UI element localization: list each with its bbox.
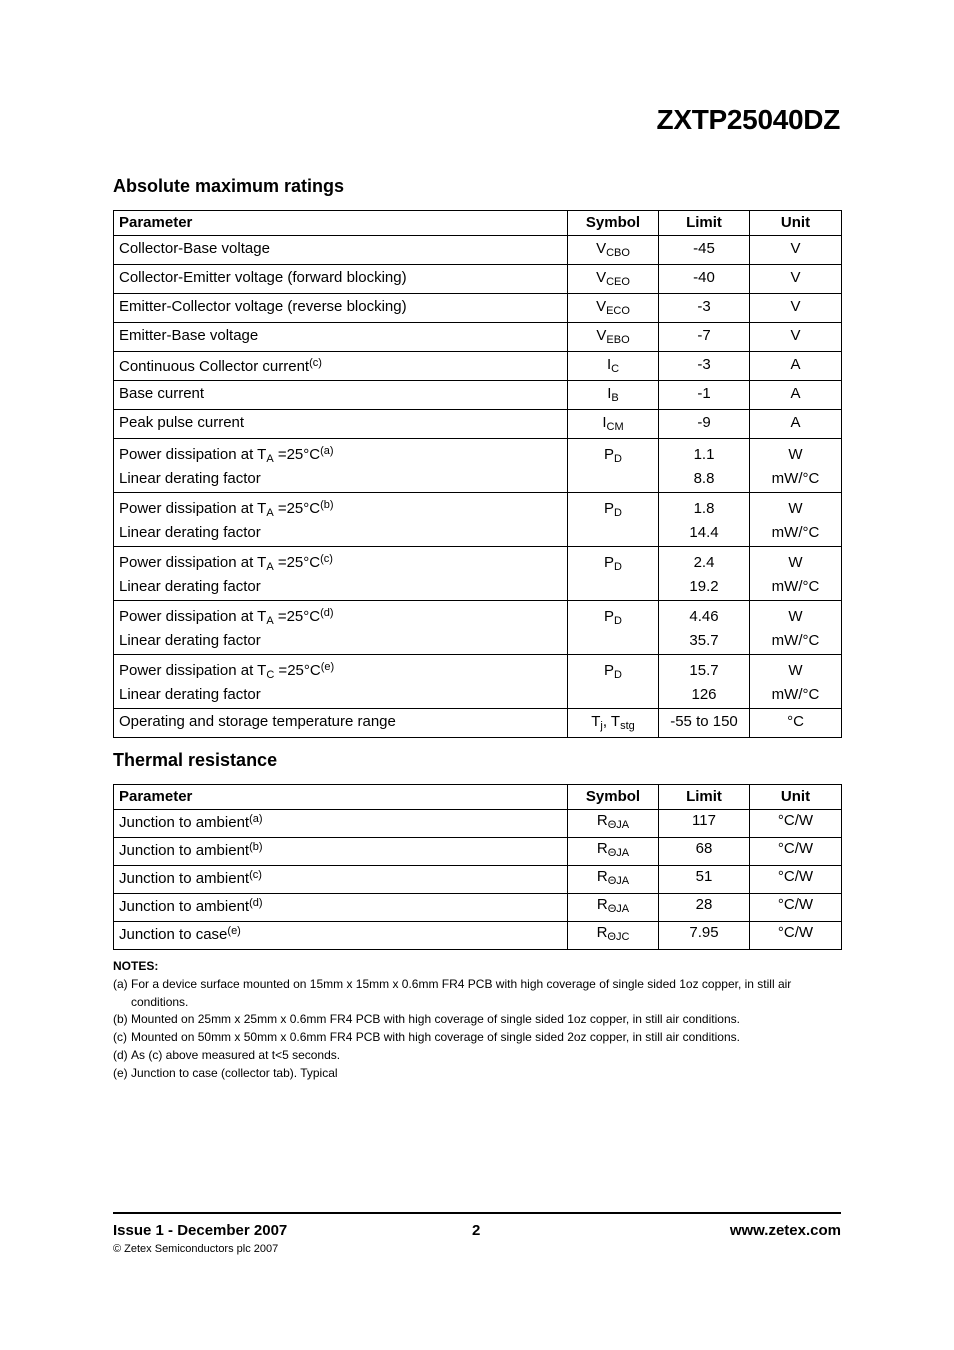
table-row [114, 410, 842, 439]
symbol-cell: $R_{\Theta JA}$ [596, 812, 630, 831]
limit-cell: 8.8 [693, 470, 715, 487]
limit-cell: -40 [693, 269, 715, 286]
limit-cell: 35.7 [689, 632, 719, 649]
unit-cell: °C [787, 713, 804, 730]
col-header-parameter: Parameter [114, 211, 568, 236]
unit-cell: V [790, 327, 801, 344]
symbol-cell: $V_{CEO}$ [596, 269, 630, 288]
limit-cell: 1.8 [693, 500, 715, 517]
table-row [114, 439, 842, 493]
table-row [114, 866, 842, 894]
limit-cell: 51 [695, 868, 713, 885]
unit-cell: V [790, 240, 801, 257]
limit-cell: 15.7 [689, 662, 719, 679]
parameter-cell: Junction to ambient$^{(c)}$ [119, 869, 262, 887]
col-header-unit: Unit [750, 211, 842, 236]
unit-cell: °C/W [777, 868, 814, 885]
symbol-cell: $V_{ECO}$ [596, 298, 630, 317]
unit-cell: °C/W [777, 812, 814, 829]
note-text: As (c) above measured at t<5 seconds. [131, 1047, 341, 1062]
col-header-limit: Limit [659, 211, 750, 236]
limit-cell: 126 [691, 686, 717, 703]
symbol-cell: $I_B$ [607, 385, 619, 404]
symbol-cell: $P_D$ [604, 608, 622, 627]
symbol-cell: $I_C$ [606, 356, 620, 375]
unit-cell: mW/°C [771, 686, 820, 703]
unit-cell: mW/°C [771, 524, 820, 541]
unit-cell: V [790, 269, 801, 286]
symbol-cell: $V_{EBO}$ [596, 327, 630, 346]
table-row [114, 493, 842, 547]
unit-cell: mW/°C [771, 632, 820, 649]
unit-cell: °C/W [777, 840, 814, 857]
limit-cell: -55 to 150 [670, 713, 738, 730]
symbol-cell: $V_{CBO}$ [596, 240, 630, 259]
table-row [114, 922, 842, 950]
symbol-cell: $R_{\Theta JA}$ [596, 868, 630, 887]
note-tag: (e) [113, 1065, 128, 1080]
parameter-cell: Junction to ambient$^{(a)}$ [119, 813, 263, 831]
note-tag: (b) [113, 1012, 128, 1027]
table-row [114, 894, 842, 922]
table-row [114, 838, 842, 866]
table-row [114, 709, 842, 738]
unit-cell: mW/°C [771, 578, 820, 595]
parameter-cell: Junction to case$^{(e)}$ [119, 925, 241, 943]
col-header-limit: Limit [659, 785, 750, 810]
parameter-cell: Emitter-Base voltage [119, 327, 259, 344]
limit-cell: 14.4 [689, 524, 719, 541]
table-row [114, 655, 842, 709]
unit-cell: V [790, 298, 801, 315]
limit-cell: -3 [697, 356, 711, 373]
note-item [113, 1011, 843, 1029]
limit-cell: 2.4 [693, 554, 715, 571]
unit-cell: W [788, 608, 803, 625]
symbol-cell: $P_D$ [604, 554, 622, 573]
symbol-cell: $R_{\Theta JA}$ [596, 896, 630, 915]
parameter-cell: Base current [119, 385, 205, 402]
parameter-cell: Power dissipation at $T_A =25^\circ C^{(a)}$ [119, 445, 334, 465]
table-row [114, 323, 842, 352]
footer-copyright: © Zetex Semiconductors plc 2007 [113, 1243, 279, 1255]
parameter-cell: Collector-Emitter voltage (forward blocking) [119, 269, 407, 286]
note-item [113, 1029, 843, 1047]
unit-cell: °C/W [777, 924, 814, 941]
parameter-cell: Power dissipation at $T_A =25^\circ C^{(b)}$ [119, 499, 334, 519]
table-row [114, 294, 842, 323]
limit-cell: 117 [692, 812, 716, 829]
derating-label: Linear derating factor [119, 578, 261, 595]
col-header-parameter: Parameter [114, 785, 568, 810]
parameter-cell: Operating and storage temperature range [119, 713, 396, 730]
limit-cell: 19.2 [689, 578, 719, 595]
limit-cell: -45 [693, 240, 715, 257]
limit-cell: 1.1 [693, 446, 715, 463]
symbol-cell: $P_D$ [604, 662, 622, 681]
table-row [114, 381, 842, 410]
derating-label: Linear derating factor [119, 524, 261, 541]
note-item [113, 1065, 843, 1083]
limit-cell: 28 [695, 896, 713, 913]
table-row [114, 265, 842, 294]
limit-cell: -7 [697, 327, 711, 344]
parameter-cell: Collector-Base voltage [119, 240, 270, 257]
thermal-heading: Thermal resistance [113, 750, 278, 770]
parameter-cell: Junction to ambient$^{(b)}$ [119, 841, 263, 859]
unit-cell: A [790, 356, 801, 373]
note-tag: (a) [113, 976, 128, 991]
unit-cell: °C/W [777, 896, 814, 913]
col-header-unit: Unit [750, 785, 842, 810]
derating-label: Linear derating factor [119, 632, 261, 649]
parameter-cell: Emitter-Collector voltage (reverse blocking) [119, 298, 407, 315]
col-header-symbol: Symbol [568, 211, 659, 236]
notes-section [113, 958, 843, 1083]
page-number: 2 [472, 1222, 481, 1239]
footer-website-link[interactable]: www.zetex.com [729, 1222, 841, 1239]
page-title: ZXTP25040DZ [656, 104, 840, 135]
note-text: Mounted on 25mm x 25mm x 0.6mm FR4 PCB with high coverage of single sided 1oz copper, in still air conditions. [131, 1012, 740, 1027]
parameter-cell: Junction to ambient$^{(d)}$ [119, 897, 263, 915]
symbol-cell: $R_{\Theta JA}$ [596, 840, 630, 859]
ratings-header-row [114, 211, 842, 236]
limit-cell: 68 [695, 840, 713, 857]
symbol-cell: $R_{\Theta JC}$ [596, 924, 630, 943]
parameter-cell: Peak pulse current [119, 414, 245, 431]
table-row [114, 547, 842, 601]
table-row [114, 236, 842, 265]
footer-divider [113, 1212, 841, 1214]
table-row [114, 810, 842, 838]
symbol-cell: $P_D$ [604, 500, 622, 519]
parameter-cell: Power dissipation at $T_A =25^\circ C^{(d)}$ [119, 607, 334, 627]
limit-cell: 7.95 [689, 924, 719, 941]
col-header-symbol: Symbol [568, 785, 659, 810]
note-text: For a device surface mounted on 15mm x 15mm x 0.6mm FR4 PCB with high coverage of single sided 1oz copper, in still air conditions. [131, 976, 792, 1009]
note-tag: (c) [113, 1030, 127, 1045]
unit-cell: mW/°C [771, 470, 820, 487]
unit-cell: W [788, 554, 803, 571]
note-item [113, 1047, 843, 1065]
parameter-cell: Power dissipation at $T_C =25^\circ C^{(e)}$ [119, 661, 335, 681]
unit-cell: W [788, 500, 803, 517]
parameter-cell: Continuous Collector current$^{(c)}$ [119, 357, 322, 375]
note-tag: (d) [113, 1047, 128, 1062]
note-text: Junction to case (collector tab). Typical [131, 1065, 338, 1080]
unit-cell: W [788, 446, 803, 463]
table-row [114, 601, 842, 655]
thermal-header-row [114, 785, 842, 810]
symbol-cell: $T_j$, $T_{stg}$ [591, 713, 635, 732]
unit-cell: W [788, 662, 803, 679]
limit-cell: 4.46 [689, 608, 719, 625]
limit-cell: -9 [697, 414, 711, 431]
table-row [114, 352, 842, 381]
derating-label: Linear derating factor [119, 686, 261, 703]
ratings-heading: Absolute maximum ratings [113, 176, 345, 196]
footer-issue: Issue 1 - December 2007 [113, 1222, 288, 1239]
notes-label: NOTES: [113, 959, 159, 973]
symbol-cell: $I_{CM}$ [602, 414, 624, 433]
ratings-table [113, 210, 842, 738]
thermal-table [113, 784, 842, 950]
symbol-cell: $P_D$ [604, 446, 622, 465]
unit-cell: A [790, 414, 801, 431]
limit-cell: -1 [697, 385, 711, 402]
limit-cell: -3 [697, 298, 711, 315]
derating-label: Linear derating factor [119, 470, 261, 487]
unit-cell: A [790, 385, 801, 402]
note-item [113, 976, 843, 1012]
note-text: Mounted on 50mm x 50mm x 0.6mm FR4 PCB with high coverage of single sided 2oz copper, in still air conditions. [131, 1030, 740, 1045]
parameter-cell: Power dissipation at $T_A =25^\circ C^{(c)}$ [119, 553, 333, 573]
